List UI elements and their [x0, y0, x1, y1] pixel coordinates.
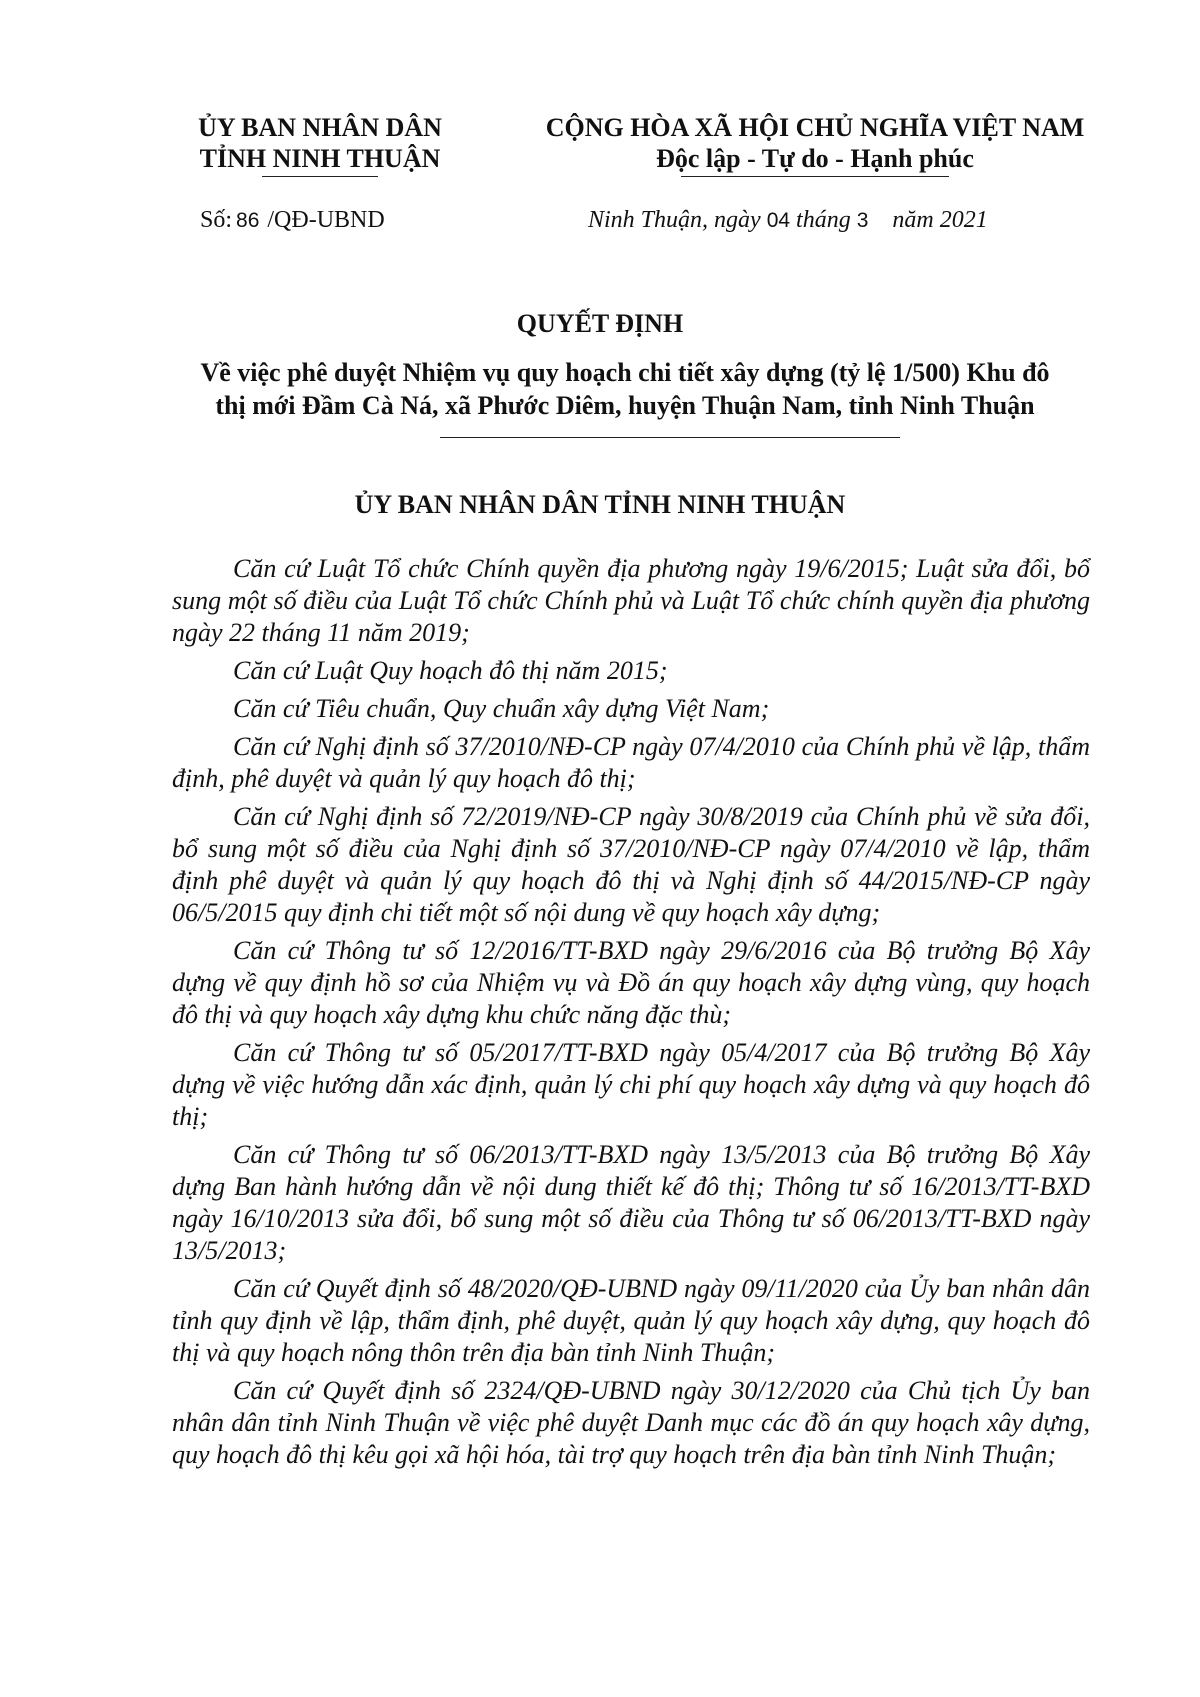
date-year: năm 2021	[892, 207, 988, 233]
nation-line-1: CỘNG HÒA XÃ HỘI CHỦ NGHĨA VIỆT NAM	[545, 113, 1085, 142]
agency-line-2: TỈNH NINH THUẬN	[199, 144, 441, 173]
document-number	[200, 207, 385, 234]
paragraph: Căn cứ Thông tư số 06/2013/TT-BXD ngày 13/5/2013 của Bộ trưởng Bộ Xây dựng Ban hành hướng dẫn về nội dung thiết kế đô thị; Thông tư số 16/2013/TT-BXD ngày 16/10/2013 sửa đổi, bổ sung một số điều của Thông tư số 06/2013/TT-BXD ngày 13/5/2013;	[172, 1140, 1090, 1265]
subject-line-1: Về việc phê duyệt Nhiệm vụ quy hoạch chi tiết xây dựng (tỷ lệ 1/500) Khu đô	[200, 358, 1050, 387]
paragraph: Căn cứ Nghị định số 37/2010/NĐ-CP ngày 07/4/2010 của Chính phủ về lập, thẩm định, phê duyệt và quản lý quy hoạch đô thị;	[172, 732, 1090, 793]
date-day: 04	[766, 209, 791, 232]
issuing-agency	[160, 112, 480, 174]
agency-line-1: ỦY BAN NHÂN DÂN	[198, 113, 442, 142]
motto-underline	[681, 176, 949, 177]
so-prefix: Số:	[200, 207, 233, 233]
subject-line-2: thị mới Đầm Cà Ná, xã Phước Diêm, huyện Thuận Nam, tỉnh Ninh Thuận	[215, 391, 1035, 420]
paragraph: Căn cứ Quyết định số 48/2020/QĐ-UBND ngày 09/11/2020 của Ủy ban nhân dân tỉnh quy định về lập, thẩm định, phê duyệt, quản lý quy hoạch xây dựng, quy hoạch đô thị và quy hoạch nông thôn trên địa bàn tỉnh Ninh Thuận;	[172, 1274, 1090, 1367]
subject-underline	[440, 437, 900, 438]
paragraph: Căn cứ Thông tư số 05/2017/TT-BXD ngày 05/4/2017 của Bộ trưởng Bộ Xây dựng về việc hướng dẫn xác định, quản lý chi phí quy hoạch xây dựng và quy hoạch đô thị;	[172, 1038, 1090, 1131]
paragraph: Căn cứ Luật Quy hoạch đô thị năm 2015;	[233, 656, 668, 685]
date-month: 3	[856, 209, 869, 232]
paragraph: Căn cứ Luật Tổ chức Chính quyền địa phương ngày 19/6/2015; Luật sửa đổi, bổ sung một số điều của Luật Tổ chức Chính phủ và Luật Tổ chức chính quyền địa phương ngày 22 tháng 11 năm 2019;	[172, 554, 1090, 647]
national-motto	[510, 112, 1120, 174]
date-prefix: Ninh Thuận, ngày	[588, 207, 761, 233]
so-suffix: /QĐ-UBND	[267, 207, 385, 233]
date-month-label: tháng	[796, 207, 851, 233]
paragraph: Căn cứ Quyết định số 2324/QĐ-UBND ngày 30/12/2020 của Chủ tịch Ủy ban nhân dân tỉnh Ninh Thuận về việc phê duyệt Danh mục các đồ án quy hoạch xây dựng, quy hoạch đô thị kêu gọi xã hội hóa, tài trợ quy hoạch trên địa bàn tỉnh Ninh Thuận;	[172, 1376, 1090, 1469]
issuing-authority-heading: ỦY BAN NHÂN DÂN TỈNH NINH THUẬN	[354, 490, 846, 519]
document-subject	[150, 356, 1100, 422]
paragraph: Căn cứ Thông tư số 12/2016/TT-BXD ngày 29/6/2016 của Bộ trưởng Bộ Xây dựng về quy định hồ sơ của Nhiệm vụ và Đồ án quy hoạch xây dựng vùng, quy hoạch đô thị và quy hoạch xây dựng khu chức năng đặc thù;	[172, 936, 1090, 1029]
paragraph: Căn cứ Nghị định số 72/2019/NĐ-CP ngày 30/8/2019 của Chính phủ về sửa đổi, bổ sung một số điều của Nghị định số 37/2010/NĐ-CP ngày 07/4/2010 về lập, thẩm định phê duyệt và quản lý quy hoạch đô thị và Nghị định số 44/2015/NĐ-CP ngày 06/5/2015 quy định chi tiết một số nội dung về quy hoạch xây dựng;	[172, 802, 1090, 927]
so-number: 86	[236, 209, 260, 232]
paragraph: Căn cứ Tiêu chuẩn, Quy chuẩn xây dựng Việt Nam;	[233, 694, 770, 723]
nation-line-2: Độc lập - Tự do - Hạnh phúc	[656, 144, 974, 173]
agency-underline	[262, 176, 378, 177]
legal-basis	[172, 553, 1090, 1477]
document-title: QUYẾT ĐỊNH	[516, 309, 684, 338]
document-date	[588, 207, 988, 234]
